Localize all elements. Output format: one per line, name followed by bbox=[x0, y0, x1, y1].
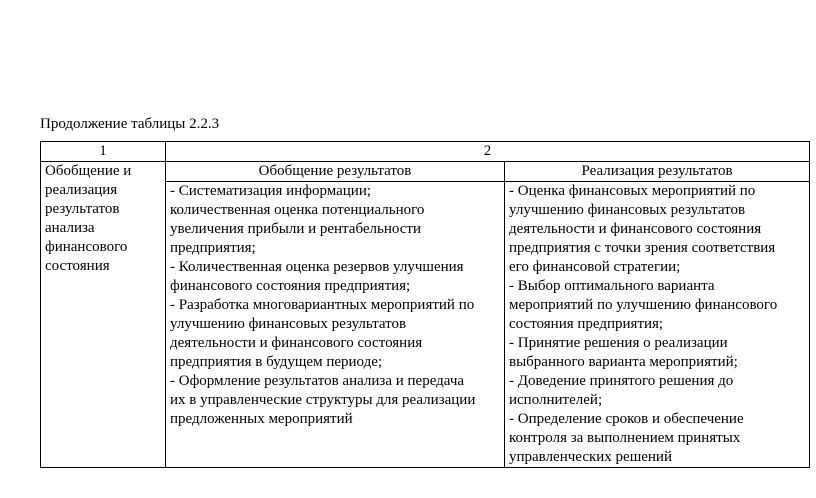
text-line: мероприятий по улучшению финансового bbox=[509, 297, 778, 313]
row-label-line: финансового bbox=[45, 239, 128, 255]
implementation-text bbox=[509, 182, 805, 467]
text-line: - Оформление результатов анализа и передача bbox=[170, 373, 465, 389]
text-line: выбранного варианта мероприятий; bbox=[509, 354, 738, 370]
text-line: деятельности и финансового состояния bbox=[170, 335, 423, 351]
text-line: - Выбор оптимального варианта bbox=[509, 278, 715, 294]
text-line: финансового состояния предприятия; bbox=[170, 278, 411, 294]
text-line: состояния предприятия; bbox=[509, 316, 664, 332]
row-label bbox=[45, 162, 161, 276]
text-line: его финансовой стратегии; bbox=[509, 259, 681, 275]
text-line: улучшению финансовых результатов bbox=[170, 316, 407, 332]
column-number-2: 2 bbox=[166, 142, 810, 162]
table-caption: Продолжение таблицы 2.2.3 bbox=[40, 116, 220, 132]
text-line: управленческих решений bbox=[509, 449, 672, 465]
row-label-line: анализа bbox=[45, 220, 95, 236]
text-line: - Определение сроков и обеспечение bbox=[509, 411, 744, 427]
row-label-line: результатов bbox=[45, 201, 120, 217]
text-line: их в управленческие структуры для реализации bbox=[170, 392, 476, 408]
implementation-cell bbox=[505, 182, 810, 468]
text-line: контроля за выполнением принятых bbox=[509, 430, 741, 446]
text-line: улучшению финансовых результатов bbox=[509, 202, 746, 218]
text-line: количественная оценка потенциального bbox=[170, 202, 425, 218]
text-line: - Разработка многовариантных мероприятий по bbox=[170, 297, 475, 313]
text-line: - Количественная оценка резервов улучшения bbox=[170, 259, 464, 275]
results-table bbox=[40, 141, 810, 468]
header-generalization: Обобщение результатов bbox=[166, 162, 505, 182]
text-line: предприятия; bbox=[170, 240, 256, 256]
generalization-cell bbox=[166, 182, 505, 468]
column-number-row bbox=[41, 142, 810, 162]
text-line: деятельности и финансового состояния bbox=[509, 221, 762, 237]
header-row bbox=[41, 162, 810, 182]
text-line: - Принятие решения о реализации bbox=[509, 335, 728, 351]
text-line: предприятия в будущем периоде; bbox=[170, 354, 383, 370]
text-line: увеличения прибыли и рентабельности bbox=[170, 221, 422, 237]
text-line: предложенных мероприятий bbox=[170, 411, 353, 427]
text-line: предприятия с точки зрения соответствия bbox=[509, 240, 776, 256]
generalization-text bbox=[170, 182, 500, 429]
text-line: - Систематизация информации; bbox=[170, 183, 372, 199]
header-implementation: Реализация результатов bbox=[505, 162, 810, 182]
text-line: - Оценка финансовых мероприятий по bbox=[509, 183, 756, 199]
column-number-1: 1 bbox=[41, 142, 166, 162]
row-label-line: Обобщение и bbox=[45, 163, 132, 179]
row-label-cell bbox=[41, 162, 166, 468]
text-line: исполнителей; bbox=[509, 392, 603, 408]
row-label-line: реализация bbox=[45, 182, 118, 198]
row-label-line: состояния bbox=[45, 258, 110, 274]
text-line: - Доведение принятого решения до bbox=[509, 373, 734, 389]
